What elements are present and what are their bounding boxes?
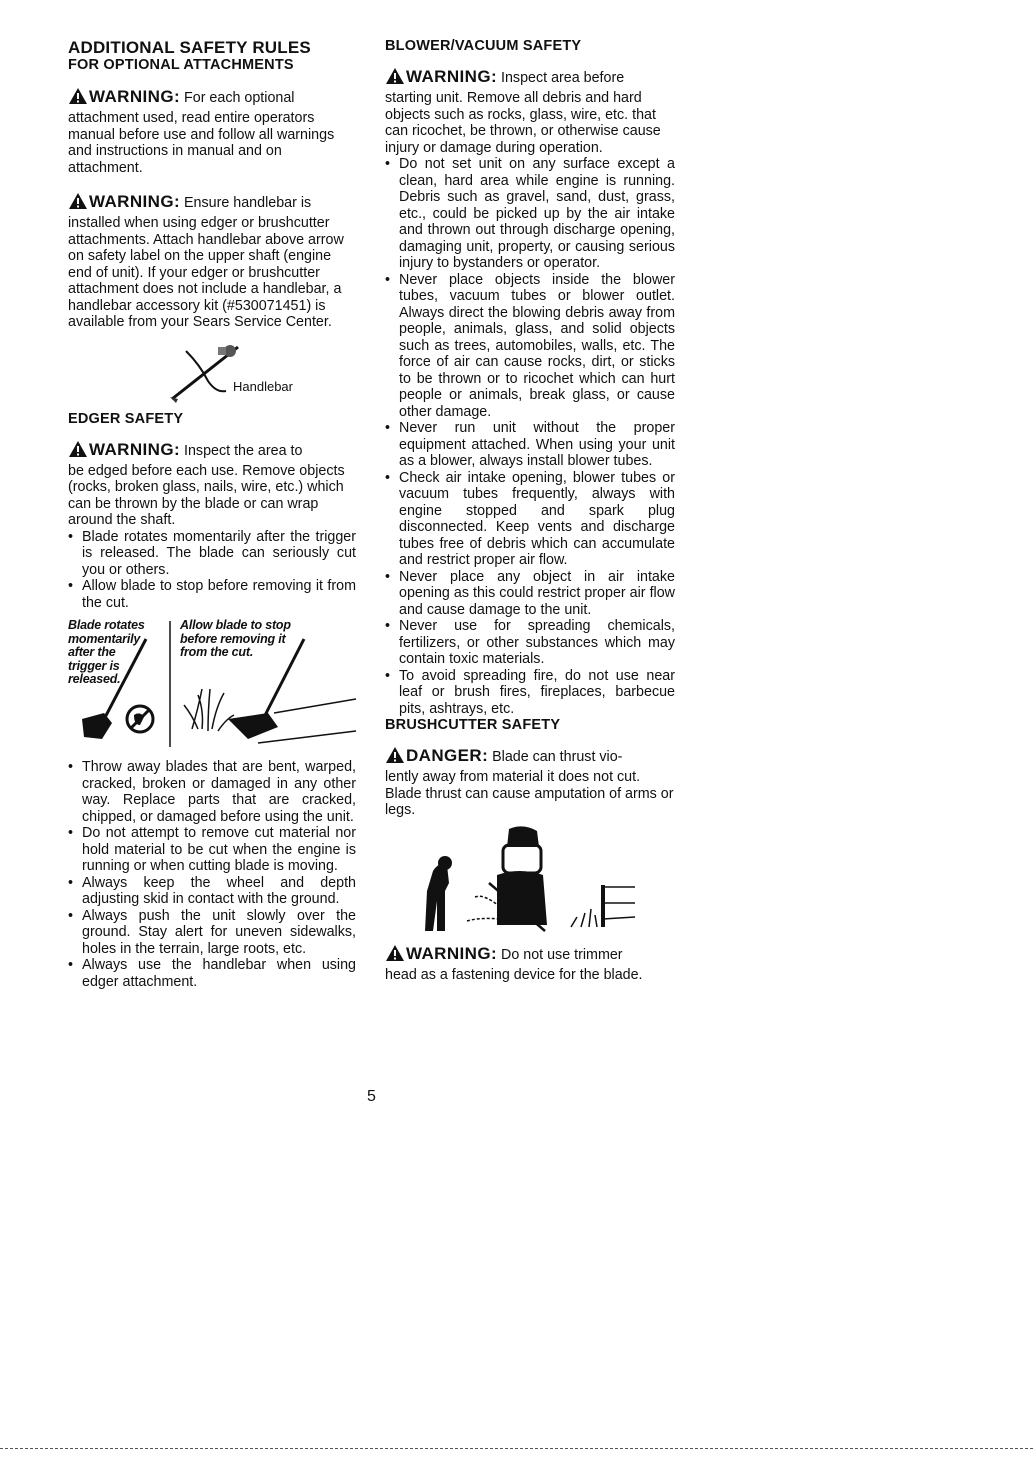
list-item: • Always use the handlebar when using edger attachment.: [68, 957, 356, 990]
handlebar-label: Handlebar: [233, 378, 293, 394]
warning-text: attachment used, read entire operators manual before use and follow all warnings and instructions in manual and on attachment.: [68, 110, 335, 176]
handlebar-figure: [68, 341, 356, 403]
edger-figure: [68, 619, 356, 749]
brushcutter-figure: [385, 823, 675, 938]
warning-optional-attachments: WARNING: For each optional attachment used, read entire operators manual before use and follow all warnings and instructions in manual and on attachment.: [68, 87, 356, 176]
page-number: 5: [367, 1088, 376, 1105]
list-item: • Do not attempt to remove cut material nor hold material to be cut when the engine is running or when cutting blade is moving.: [68, 825, 356, 875]
warning-triangle-icon: [68, 440, 88, 463]
warning-triangle-icon: [68, 87, 88, 110]
edger-safety-title: EDGER SAFETY: [68, 410, 184, 427]
warning-triangle-icon: [68, 192, 88, 215]
list-item: • Allow blade to stop before removing it from the cut.: [68, 578, 356, 611]
blower-bullets: [385, 156, 675, 717]
section-title: ADDITIONAL SAFETY RULES: [68, 38, 311, 57]
danger-text: lently away from material it does not cut. Blade thrust can cause amputation of arms or legs.: [385, 769, 674, 818]
warning-edger: WARNING: Inspect the area to be edged before each use. Remove objects (rocks, broken glass, nails, wire, etc.) which can be thrown by the blade or can wrap around the shaft.: [68, 440, 356, 529]
list-item: • Never use for spreading chemicals, fertilizers, or other substances which may contain toxic materials.: [385, 618, 675, 668]
warning-handlebar: WARNING: Ensure handlebar is installed when using edger or brushcutter attachments. Attach handlebar above arrow on safety label on the upper shaft (engine end of unit). If your edger or brushcutter attachment does not include a handlebar, a handlebar accessory kit (#530071451) is available from your Sears Service Center.: [68, 192, 356, 331]
warning-text: installed when using edger or brushcutter attachments. Attach handlebar above arrow on safety label on the upper shaft (engine end of unit). If your edger or brushcutter attachment does not include a handlebar, a handlebar accessory kit (#530071451) is available from your Sears Service Center.: [68, 215, 344, 330]
list-item: • Never run unit without the proper equipment attached. When using your unit as a blower, always install blower tubes.: [385, 420, 675, 470]
warning-triangle-icon: [385, 746, 405, 769]
figure-caption-right: Allow blade to stop before removing it from the cut.: [180, 618, 291, 659]
list-item: • Check air intake opening, blower tubes or vacuum tubes frequently, always with engine stopped and spark plug disconnected. Keep vents and discharge tubes free of debris which can accumulate and restrict proper air flow.: [385, 470, 675, 569]
warning-label: WARNING:: [406, 67, 498, 86]
figure-caption-left: Blade rotates momentarily after the trigger is released.: [68, 618, 145, 686]
warning-text: starting unit. Remove all debris and hard objects such as rocks, glass, wire, etc. that can ricochet, be thrown, or otherwise cause injury or damage during operation.: [385, 90, 661, 156]
edger-bullets-1: [68, 529, 356, 612]
warning-text: be edged before each use. Remove objects (rocks, broken glass, nails, wire, etc.) which can be thrown by the blade or can wrap around the shaft.: [68, 462, 345, 528]
list-item: • Do not set unit on any surface except a clean, hard area while engine is running. Debris such as gravel, sand, dust, grass, etc., could be picked up by the air intake and thrown out through discharge opening, damaging unit, property, or causing serious injury to bystanders or operator.: [385, 156, 675, 272]
list-item: • Never place any object in air intake opening as this could restrict proper air flow and cause damage to the unit.: [385, 569, 675, 619]
warning-label: WARNING:: [89, 439, 181, 459]
warning-triangle-icon: [385, 67, 405, 90]
list-item: • Always push the unit slowly over the ground. Stay alert for uneven sidewalks, holes in the terrain, large roots, etc.: [68, 908, 356, 958]
blower-safety-title: BLOWER/VACUUM SAFETY: [385, 38, 582, 54]
danger-blade-thrust: DANGER: Blade can thrust vio- lently away from material it does not cut. Blade thrust can cause amputation of arms or legs.: [385, 746, 674, 818]
warning-text: head as a fastening device for the blade.: [385, 966, 643, 983]
warning-trimmer-head: WARNING: Do not use trimmer head as a fastening device for the blade.: [385, 944, 675, 984]
list-item: • Blade rotates momentarily after the trigger is released. The blade can seriously cut you or others.: [68, 529, 356, 579]
warning-blower: WARNING: Inspect area before starting unit. Remove all debris and hard objects such as rocks, glass, wire, etc. that can ricochet, be thrown, or otherwise cause injury or damage during operation.: [385, 67, 675, 156]
warning-label: WARNING:: [89, 192, 181, 211]
left-column: [68, 38, 356, 990]
list-item: • To avoid spreading fire, do not use near leaf or brush fires, fireplaces, barbecue pits, ashtrays, etc.: [385, 668, 675, 718]
right-column: [385, 38, 675, 983]
list-item: • Never place objects inside the blower tubes, vacuum tubes or blower outlet. Always direct the blowing debris away from people, animals, glass, and solid objects such as trees, automobiles, walls, etc. The force of air can cause rocks, dirt, or sticks to be thrown or to ricochet which can hurt people or animals, break glass, or cause other damage.: [385, 272, 675, 421]
warning-triangle-icon: [385, 944, 405, 967]
brushcutter-safety-title: BRUSHCUTTER SAFETY: [385, 717, 561, 733]
list-item: • Always keep the wheel and depth adjusting skid in contact with the ground.: [68, 875, 356, 908]
warning-label: WARNING:: [89, 87, 181, 106]
edger-illustration: [68, 619, 358, 749]
bottom-divider: [0, 1448, 1033, 1449]
edger-bullets-2: [68, 759, 356, 990]
warning-label: WARNING:: [406, 943, 498, 963]
list-item: • Throw away blades that are bent, warped, cracked, broken or damaged in any other way. Replace parts that are cracked, chipped, or damaged before using the unit.: [68, 759, 356, 825]
brushcutter-illustration: [385, 823, 675, 938]
section-subtitle: FOR OPTIONAL ATTACHMENTS: [68, 57, 294, 73]
danger-label: DANGER:: [406, 746, 489, 765]
